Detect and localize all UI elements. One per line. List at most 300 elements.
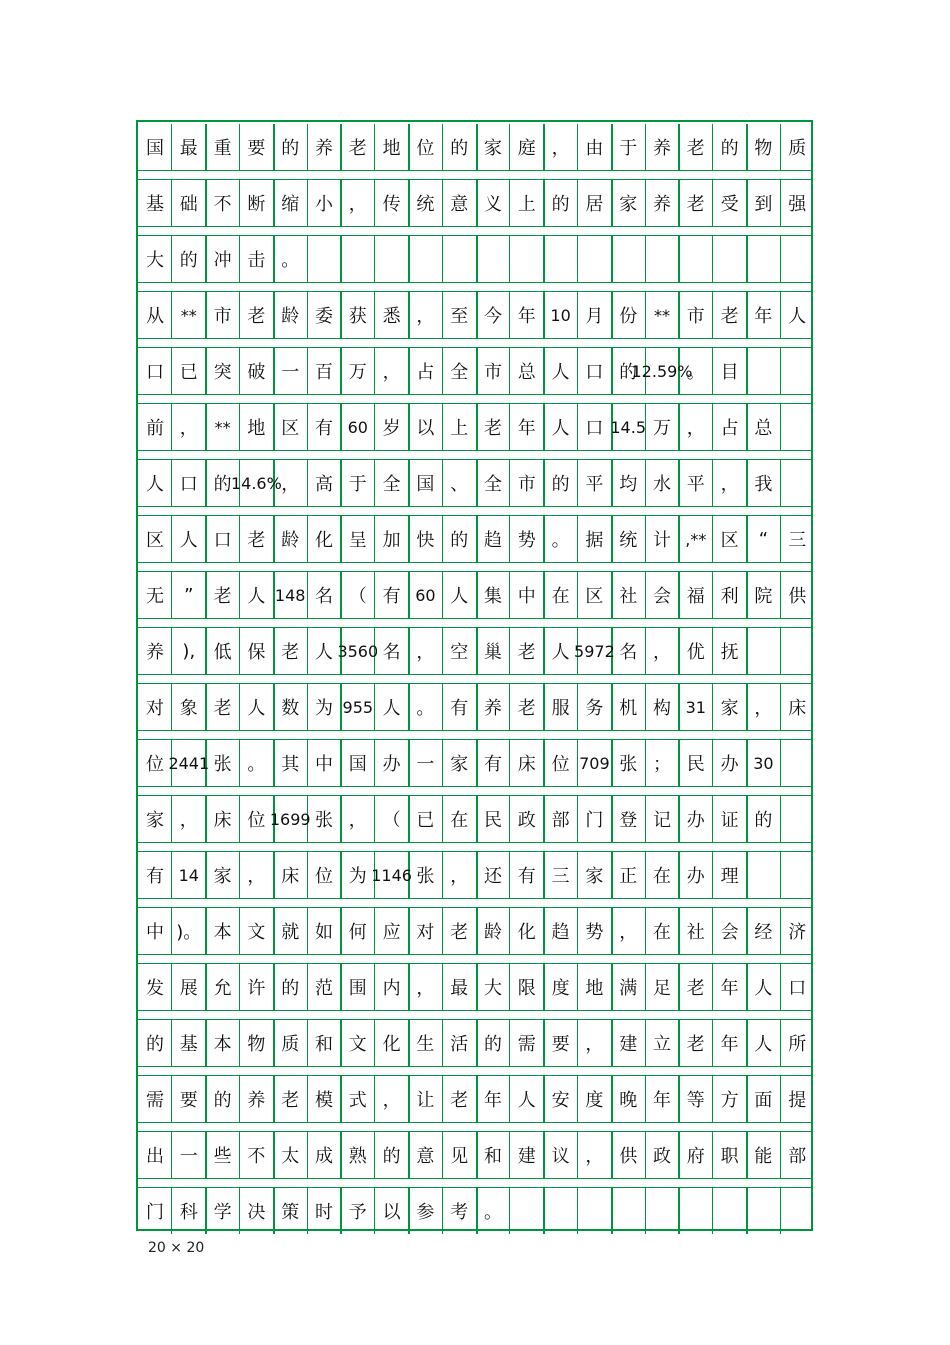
grid-cell: 份 [619,306,638,327]
grid-cell: 人 [754,978,773,999]
grid-cell: 955 [342,697,374,717]
grid-cell: 参 [416,1202,435,1223]
grid-cell: 统 [416,194,435,215]
grid-cell: 范 [315,978,333,999]
grid-row [138,516,811,562]
grid-cell: 床 [517,754,536,775]
grid-cell: 的 [281,978,300,999]
grid-cell: 本 [213,1034,232,1055]
grid-cell: 无 [146,586,164,607]
grid-cell: 31 [685,697,706,717]
grid-cell: 不 [213,194,232,215]
grid-cell: ， [281,474,300,495]
grid-cell [679,1188,713,1234]
grid-cell: 会 [720,922,739,943]
grid-cell: 务 [585,698,604,719]
grid-cell: 口 [788,978,807,999]
grid-cell: 均 [619,474,638,495]
row-separator-band [138,170,811,180]
grid-cell: 如 [315,922,333,943]
grid-cell: 为 [348,866,367,887]
grid-cell: 集 [484,586,502,607]
grid-cell: 文 [247,922,266,943]
grid-cell: 到 [754,194,773,215]
grid-cell: 能 [754,1146,773,1167]
grid-cell: 家 [720,698,739,719]
grid-cell: 受 [720,194,739,215]
grid-cell: ， [551,138,570,159]
grid-cell [746,236,780,282]
grid-cell: 度 [551,978,570,999]
grid-cell: 的 [213,1090,232,1111]
grid-cell: 的 [720,138,739,159]
grid-cell: 14 [178,865,199,885]
grid-cell: 年 [653,1090,671,1111]
manuscript-grid-sheet [136,120,813,1231]
grid-cell: 强 [788,194,807,215]
grid-row [138,684,811,730]
grid-cell: 满 [619,978,638,999]
grid-cell: 百 [315,362,333,383]
grid-cell: 模 [315,1090,333,1111]
grid-cell: 人 [146,474,164,495]
row-separator-band [138,394,811,404]
grid-cell: 面 [754,1090,773,1111]
grid-cell: 方 [720,1090,739,1111]
grid-cell: 在 [450,810,469,831]
row-separator-band [138,842,811,852]
grid-cell: 证 [720,810,739,831]
grid-cell: 于 [619,138,638,159]
grid-cell: 至 [450,306,469,327]
grid-cell: 础 [179,194,198,215]
grid-cell: 人 [450,586,469,607]
grid-row [138,740,811,786]
grid-cell: 化 [382,1034,401,1055]
grid-cell: 60 [347,417,368,437]
grid-cell: 不 [247,1146,266,1167]
grid-cell: 对 [146,698,164,719]
grid-cell [544,236,578,282]
grid-cell: 构 [653,698,671,719]
grid-cell: 30 [753,753,774,773]
grid-row [138,348,811,394]
grid-cell: 门 [146,1202,164,1223]
grid-cell: 办 [686,866,705,887]
grid-cell: 会 [653,586,671,607]
grid-cell: 市 [484,362,502,383]
grid-cell [780,1188,814,1234]
grid-cell: 口 [179,474,198,495]
grid-cell [645,1188,679,1234]
grid-cell: 老 [450,1090,469,1111]
grid-cell: 养 [484,698,502,719]
grid-cell: ， [754,698,773,719]
grid-cell [577,1188,611,1234]
grid-cell: 年 [484,1090,502,1111]
grid-cell: 老 [213,698,232,719]
grid-cell: 张 [416,866,435,887]
grid-cell: 福 [686,586,705,607]
grid-cell: 提 [788,1090,807,1111]
grid-cell [611,1188,645,1234]
grid-cell: 国 [416,474,435,495]
grid-cell: “ [758,528,769,550]
grid-cell: 供 [788,586,807,607]
grid-cell: 家 [484,138,502,159]
grid-cell: 办 [382,754,401,775]
grid-cell: ， [179,418,198,439]
grid-cell: 占 [720,418,739,439]
grid-cell: 记 [653,810,671,831]
grid-cell: 有 [517,866,536,887]
grid-cell: 口 [146,362,164,383]
grid-cell: ， [348,194,367,215]
grid-cell: 还 [484,866,502,887]
grid-row [138,404,811,450]
grid-cell: 家 [213,866,232,887]
grid-cell: 养 [146,642,164,663]
grid-cell: 老 [247,306,266,327]
grid-cell: 庭 [517,138,536,159]
grid-cell: 水 [653,474,671,495]
row-separator-band [138,1010,811,1020]
grid-cell: 的 [382,1146,401,1167]
grid-cell: 断 [247,194,266,215]
grid-cell [476,236,510,282]
grid-cell: 2441 [168,753,210,773]
grid-cell: 全 [484,474,502,495]
grid-cell: 上 [517,194,536,215]
grid-cell: 时 [315,1202,333,1223]
grid-cell: 内 [382,978,401,999]
row-separator-band [138,618,811,628]
grid-cell: 高 [315,474,333,495]
grid-cell: 办 [720,754,739,775]
grid-cell: 人 [788,306,807,327]
grid-cell: 口 [585,418,604,439]
grid-cell: 已 [416,810,435,831]
grid-cell: ， [416,306,435,327]
grid-cell: 等 [686,1090,705,1111]
grid-cell: 三 [788,530,807,551]
grid-cell: 要 [179,1090,198,1111]
grid-cell: 有 [484,754,502,775]
grid-cell: 在 [551,586,570,607]
grid-cell: 势 [585,922,604,943]
grid-cell: 小 [315,194,333,215]
grid-cell [645,236,679,282]
grid-row [138,628,811,674]
grid-cell: 决 [247,1202,266,1223]
grid-cell [780,852,814,898]
grid-cell: 围 [348,978,367,999]
grid-cell: ** [214,417,231,437]
grid-cell: 张 [619,754,638,775]
grid-cell: 门 [585,810,604,831]
grid-cell: 人 [382,698,401,719]
grid-cell: 市 [517,474,536,495]
grid-cell: ， [450,866,469,887]
grid-cell: 平 [686,474,705,495]
grid-cell: 其 [281,754,300,775]
grid-cell: 登 [619,810,638,831]
grid-cell: 应 [382,922,401,943]
grid-cell: 位 [247,810,266,831]
grid-cell: 物 [754,138,773,159]
grid-cell: 社 [619,586,638,607]
grid-cell: 有 [315,418,333,439]
grid-cell: 考 [450,1202,469,1223]
grid-cell: 于 [348,474,367,495]
grid-cell: 重 [213,138,232,159]
grid-cell: 部 [551,810,570,831]
grid-cell: 人 [315,642,333,663]
grid-cell: 的 [551,194,570,215]
grid-cell: 文 [348,1034,367,1055]
grid-cell: 意 [450,194,469,215]
grid-cell: 办 [686,810,705,831]
grid-cell: 上 [450,418,469,439]
grid-cell: 一 [281,362,300,383]
grid-cell: 名 [382,642,401,663]
grid-cell: 势 [517,530,536,551]
grid-cell: 立 [653,1034,671,1055]
grid-cell: 的 [146,1034,164,1055]
grid-cell: 部 [788,1146,807,1167]
grid-cell: 政 [653,1146,671,1167]
grid-cell: 14.5 [610,417,646,437]
grid-cell: 缩 [281,194,300,215]
grid-cell: 空 [450,642,469,663]
grid-cell: 709 [579,753,610,773]
grid-cell: 成 [315,1146,333,1167]
grid-cell: 龄 [484,922,502,943]
grid-cell [780,740,814,786]
grid-cell: 中 [517,586,536,607]
grid-cell: 正 [619,866,638,887]
grid-cell: 人 [247,698,266,719]
grid-cell: 张 [213,754,232,775]
grid-cell: 象 [179,698,198,719]
grid-cell: 国 [348,754,367,775]
grid-cell: 策 [281,1202,300,1223]
grid-cell: 60 [415,585,436,605]
grid-cell [442,236,476,282]
grid-cell: 的 [551,474,570,495]
grid-row [138,1076,811,1122]
grid-cell [780,348,814,394]
grid-cell: ， [382,362,401,383]
grid-cell: 呈 [348,530,367,551]
grid-cell: 有 [146,866,164,887]
grid-cell: 口 [585,362,604,383]
grid-cell [746,852,780,898]
grid-cell: 的 [484,1034,502,1055]
grid-row [138,572,811,618]
grid-cell: 优 [686,642,705,663]
grid-cell: 质 [788,138,807,159]
row-separator-band [138,1066,811,1076]
grid-row [138,908,811,954]
grid-cell: 老 [686,194,705,215]
grid-cell: 老 [450,922,469,943]
grid-cell: 的 [450,138,469,159]
grid-cell: 冲 [213,250,232,271]
grid-cell [577,236,611,282]
grid-row [138,964,811,1010]
grid-cell: 保 [247,642,266,663]
grid-cell [780,460,814,506]
grid-cell: 区 [281,418,300,439]
grid-cell: 老 [281,642,300,663]
grid-cell: ， [179,810,198,831]
grid-cell: 养 [315,138,333,159]
row-separator-band [138,1178,811,1188]
grid-cell [375,236,409,282]
grid-cell: 位 [315,866,333,887]
grid-cell [510,236,544,282]
grid-cell: 利 [720,586,739,607]
grid-cell: 化 [315,530,333,551]
grid-cell: 老 [281,1090,300,1111]
grid-cell: 从 [146,306,164,327]
grid-cell: 年 [754,306,773,327]
grid-cell: ， [585,1034,604,1055]
grid-cell: 人 [754,1034,773,1055]
grid-cell: 的 [754,810,773,831]
grid-cell: 最 [450,978,469,999]
grid-cell: ， [686,418,705,439]
grid-cell: ， [653,642,671,663]
grid-cell: 位 [551,754,570,775]
grid-cell [746,348,780,394]
grid-cell: 我 [754,474,773,495]
grid-cell: 人 [247,586,266,607]
grid-cell: 占 [416,362,435,383]
grid-cell: （ [382,810,401,831]
grid-cell: 一 [179,1146,198,1167]
grid-cell: 。 [416,698,435,719]
grid-cell: 家 [450,754,469,775]
grid-cell: 国 [146,138,164,159]
grid-cell: 三 [551,866,570,887]
grid-cell [341,236,375,282]
grid-cell: 1699 [269,809,311,829]
grid-cell: 10 [550,305,571,325]
grid-cell: 抚 [720,642,739,663]
grid-cell: 济 [788,922,807,943]
grid-cell: 老 [484,418,502,439]
grid-cell: 148 [274,585,306,605]
grid-cell: ， [416,642,435,663]
grid-cell: ， [585,1146,604,1167]
grid-cell: 。 [686,362,705,383]
grid-cell: 全 [382,474,401,495]
grid-cell: 养 [653,194,671,215]
grid-cell: 万 [653,418,671,439]
grid-cell: 基 [179,1034,198,1055]
grid-cell: 中 [146,922,164,943]
grid-cell: 义 [484,194,502,215]
grid-cell: 。 [484,1202,502,1223]
grid-cell: 家 [585,866,604,887]
grid-cell: 社 [686,922,705,943]
grid-cell [544,1188,578,1234]
row-separator-band [138,786,811,796]
grid-cell: 质 [281,1034,300,1055]
grid-cell: 低 [213,642,232,663]
grid-cell: 安 [551,1090,570,1111]
grid-cell: 地 [585,978,604,999]
grid-cell: 月 [585,306,604,327]
grid-cell: 老 [348,138,367,159]
grid-cell: 和 [484,1146,502,1167]
grid-cell: 老 [517,642,536,663]
grid-cell: 服 [551,698,570,719]
grid-cell: 地 [382,138,401,159]
grid-cell: 居 [585,194,604,215]
grid-row [138,180,811,226]
grid-cell: 足 [653,978,671,999]
grid-cell: 龄 [281,530,300,551]
grid-cell: 大 [146,250,164,271]
grid-cell: 加 [382,530,401,551]
grid-cell: 有 [382,586,401,607]
grid-cell: 14.6% [230,473,282,493]
grid-cell: 人 [551,418,570,439]
grid-cell: 悉 [382,306,401,327]
grid-cell: ” [184,584,194,606]
grid-cell: 快 [416,530,435,551]
grid-cell: 晚 [619,1090,638,1111]
row-separator-band [138,730,811,740]
grid-cell: ,** [685,529,707,549]
grid-cell: 本 [213,922,232,943]
grid-cell: 需 [517,1034,536,1055]
grid-cell: 养 [653,138,671,159]
grid-cell: 已 [179,362,198,383]
grid-cell: ， [382,1090,401,1111]
grid-size-label: 20 × 20 [148,1240,205,1256]
grid-cell: 需 [146,1090,164,1111]
grid-cell: 床 [213,810,232,831]
grid-cell: 、 [450,474,469,495]
grid-row [138,124,811,170]
grid-cell: 活 [450,1034,469,1055]
grid-cell: 由 [585,138,604,159]
grid-cell: 经 [754,922,773,943]
grid-cell: 太 [281,1146,300,1167]
grid-row [138,236,811,282]
grid-cell: 年 [720,978,739,999]
grid-cell: 何 [348,922,367,943]
grid-cell: 民 [686,754,705,775]
grid-row [138,460,811,506]
grid-cell [780,628,814,674]
grid-cell: 老 [213,586,232,607]
grid-cell: 张 [315,810,333,831]
grid-cell: 破 [247,362,266,383]
grid-cell [746,628,780,674]
grid-cell: 老 [686,1034,705,1055]
row-separator-band [138,338,811,348]
grid-cell [780,796,814,842]
grid-cell: 今 [484,306,502,327]
row-separator-band [138,450,811,460]
grid-cell: 3560 [337,641,379,661]
grid-cell: 数 [281,698,300,719]
